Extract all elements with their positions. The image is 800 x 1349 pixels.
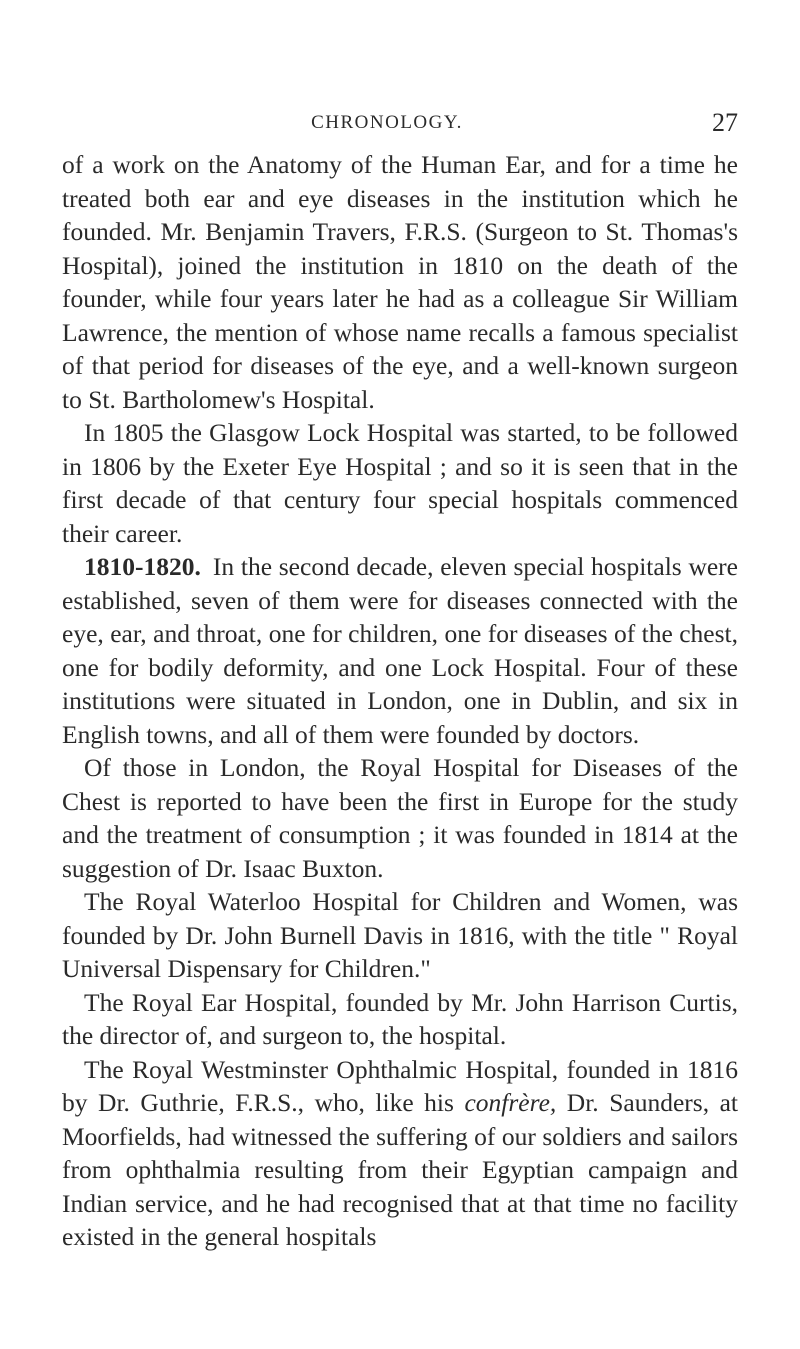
paragraph-3-text: In the second decade, eleven special hospitals were established, seven of them were for diseases connected with the eye, ear, and throat, one for children, one for diseases of the chest, one for bodily deformity, and one Lock Hospital. Four of these institutions were situated in London, one in Dublin, and six in English towns, and all of them were founded by doctors. (62, 552, 738, 749)
running-head (62, 110, 742, 138)
paragraph-3 (62, 550, 738, 751)
body-text (62, 148, 738, 1254)
paragraph-6: The Royal Ear Hospital, founded by Mr. John Harrison Curtis, the director of, and surgeon to, the hospital. (62, 987, 738, 1050)
paragraph-7 (62, 1053, 738, 1254)
paragraph-7-italic: confrère, (464, 1088, 557, 1117)
paragraph-1: of a work on the Anatomy of the Human Ear, and for a time he treated both ear and eye diseases in the institution which he founded. Mr. Benjamin Travers, F.R.S. (Surgeon to St. Thomas's Hospital), joined the institution in 1810 on the death of the founder, while four years later he had as a colleague Sir William Lawrence, the mention of whose name recalls a famous specialist of that period for diseases of the eye, and a well-known surgeon to St. Bartholomew's Hospital. (62, 150, 738, 414)
paragraph-7-text-before: The Royal Westminster Ophthalmic Hospital, founded in 1816 by Dr. Guthrie, F.R.S., who, like his (62, 1054, 738, 1117)
paragraph-4: Of those in London, the Royal Hospital for Diseases of the Chest is reported to have been the first in Europe for the study and the treatment of consumption ; it was founded in 1814 at the suggestion of Dr. Isaac Buxton. (62, 753, 738, 883)
running-title: CHRONOLOGY. (311, 112, 463, 133)
decade-heading: 1810-1820. (84, 552, 201, 581)
paragraph-5: The Royal Waterloo Hospital for Children and Women, was founded by Dr. John Burnell Davis in 1816, with the title " Royal Universal Dispensary for Children." (62, 887, 738, 983)
paragraph-2: In 1805 the Glasgow Lock Hospital was started, to be followed in 1806 by the Exeter Eye Hospital ; and so it is seen that in the first decade of that century four special hospitals commenced their career. (62, 418, 738, 548)
paragraph-7-text-after: Dr. Saunders, at Moorfields, had witnessed the suffering of our soldiers and sailors from ophthalmia resulting from their Egyptian campaign and Indian service, and he had recognised that at that time no facility existed in the general hospitals (62, 1088, 738, 1251)
page-number: 27 (712, 108, 738, 137)
